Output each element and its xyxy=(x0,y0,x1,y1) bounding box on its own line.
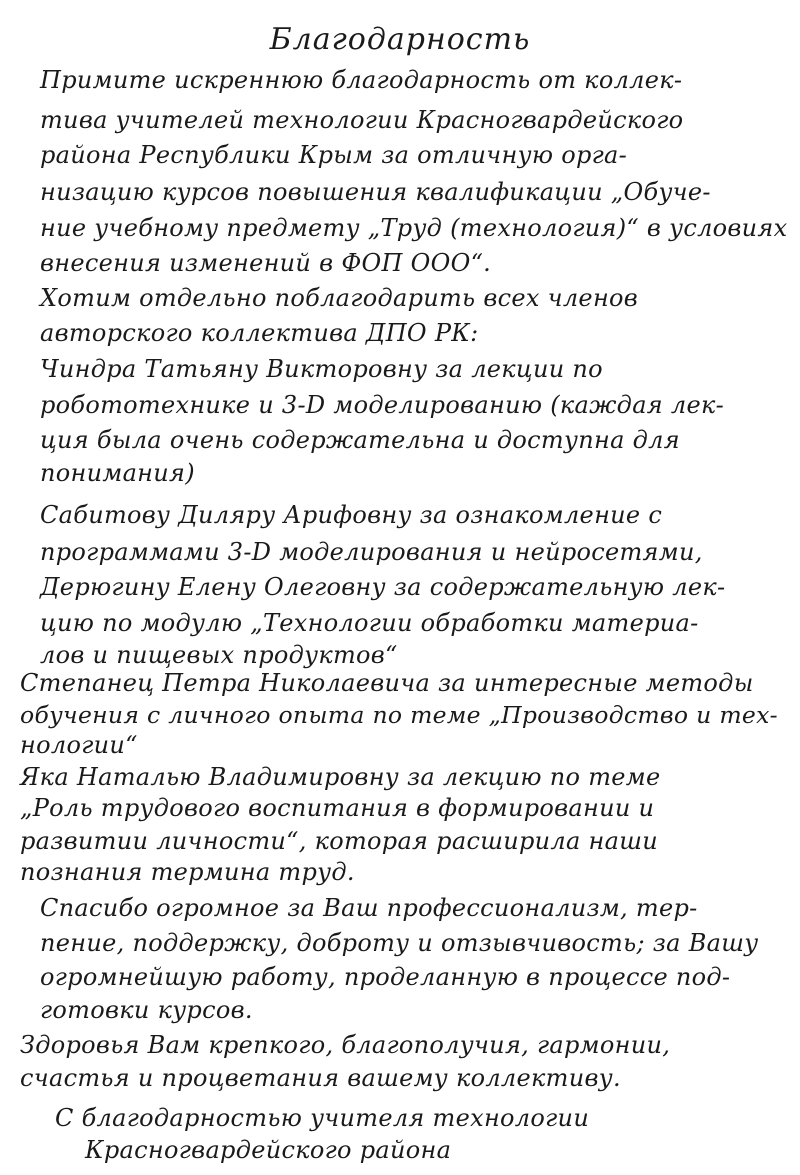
letter-line: ция была очень содержательна и доступна для xyxy=(40,426,680,454)
letter-line: ние учебному предмету „Труд (технология)“ в условиях xyxy=(40,214,788,242)
letter-line: пение, поддержку, доброту и отзывчивость; за Вашу xyxy=(40,929,759,957)
letter-line: Сабитову Диляру Арифовну за ознакомление с xyxy=(40,501,663,529)
letter-line: познания термина труд. xyxy=(20,858,355,886)
letter-line: низацию курсов повышения квалификации „Обуче- xyxy=(40,178,711,206)
letter-line: Дерюгину Елену Олеговну за содержательную лек- xyxy=(40,573,726,601)
letter-line: авторского коллектива ДПО РК: xyxy=(40,319,479,347)
letter-line: лов и пищевых продуктов“ xyxy=(40,641,398,669)
letter-line: тива учителей технологии Красногвардейского xyxy=(40,106,684,134)
letter-line: Чиндра Татьяну Викторовну за лекции по xyxy=(40,355,603,383)
letter-line: внесения изменений в ФОП ООО“. xyxy=(40,249,492,277)
letter-line: счастья и процветания вашему коллективу. xyxy=(20,1064,621,1092)
letter-line: огромнейшую работу, проделанную в процессе под- xyxy=(40,963,731,991)
letter-signature-line: Красногвардейского района xyxy=(85,1136,452,1164)
letter-line: развитии личности“, которая расширила наши xyxy=(20,827,659,855)
letter-line: цию по модулю „Технологии обработки материа- xyxy=(40,609,699,637)
letter-line: обучения с личного опыта по теме „Производство и тех- xyxy=(20,701,778,729)
letter-line: Степанец Петра Николаевича за интересные методы xyxy=(20,669,754,697)
letter-signature-line: С благодарностью учителя технологии xyxy=(55,1104,590,1132)
letter-title: Благодарность xyxy=(269,22,531,57)
letter-line: Яка Наталью Владимировну за лекцию по теме xyxy=(20,763,661,791)
letter-line: готовки курсов. xyxy=(40,996,253,1024)
letter-line: „Роль трудового воспитания в формировании и xyxy=(20,794,655,822)
letter-line: Спасибо огромное за Ваш профессионализм, тер- xyxy=(40,894,698,922)
letter-line: программами 3-D моделирования и нейросетями, xyxy=(40,538,703,566)
letter-line: Здоровья Вам крепкого, благополучия, гармонии, xyxy=(20,1031,671,1059)
letter-line: робототехнике и 3-D моделированию (каждая лек- xyxy=(40,391,725,419)
letter-line: нологии“ xyxy=(20,731,138,759)
letter-line: Хотим отдельно поблагодарить всех членов xyxy=(40,284,639,312)
letter-line: района Республики Крым за отличную орга- xyxy=(40,141,628,169)
letter-line: Примите искреннюю благодарность от коллек- xyxy=(40,66,683,94)
letter-line: понимания) xyxy=(40,459,195,487)
